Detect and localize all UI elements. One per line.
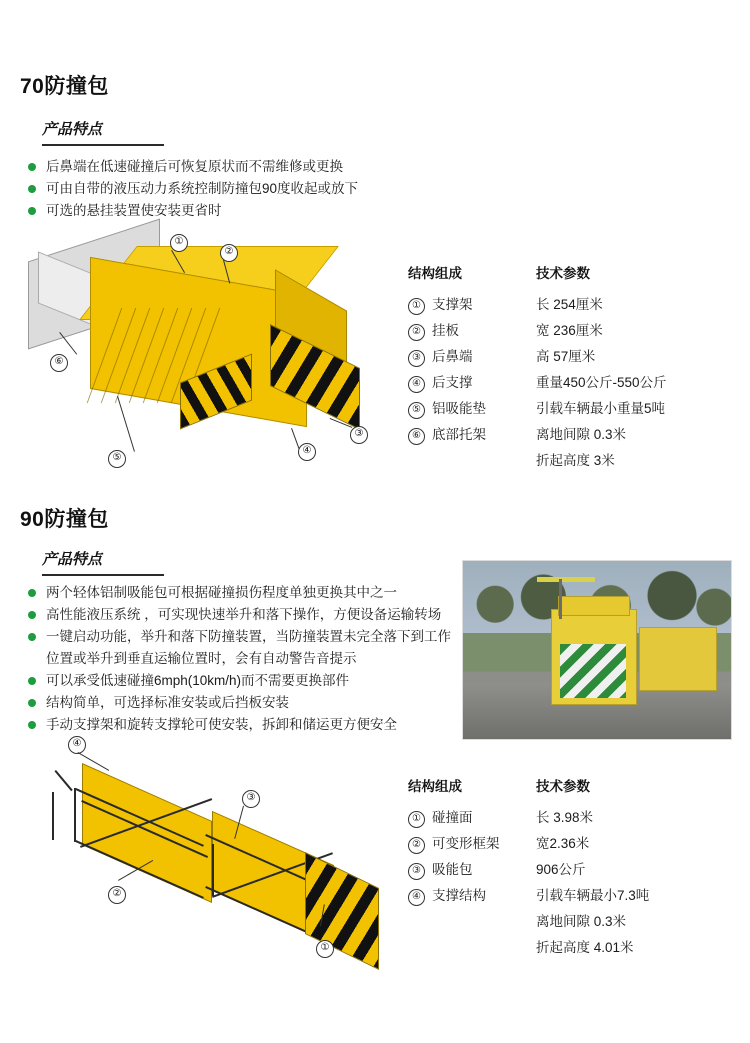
callout-4: ④ xyxy=(68,736,86,754)
table-row: ② 挂板 xyxy=(408,318,528,344)
callout-1: ① xyxy=(170,234,188,252)
table-row: 高 57厘米 xyxy=(536,349,596,364)
leader-line xyxy=(291,428,299,449)
table-row: 折起高度 4.01米 xyxy=(536,940,634,955)
table-row: 宽 236厘米 xyxy=(536,323,603,338)
item-number: ⑥ xyxy=(408,428,425,445)
section-title-90: 90防撞包 xyxy=(20,508,109,531)
list-item: 可选的悬挂装置使安装更省时 xyxy=(26,201,456,221)
table-row: ④ 后支撑 xyxy=(408,370,528,396)
table-row: ③ 后鼻端 xyxy=(408,344,528,370)
features-list-90 xyxy=(26,583,471,737)
table-row: ③ 吸能包 xyxy=(408,857,533,883)
mast-pole xyxy=(559,579,562,619)
params-list-70 xyxy=(536,292,736,474)
bullet-dot-icon xyxy=(28,699,36,707)
table-row: ⑤ 铝吸能垫 xyxy=(408,396,528,422)
list-item: 可由自带的液压动力系统控制防撞包90度收起或放下 xyxy=(26,179,456,199)
item-number: ② xyxy=(408,837,425,854)
list-item-continuation: 位置或举升到垂直运输位置时，会有自动警告音提示 xyxy=(46,651,357,666)
item-number: ③ xyxy=(408,863,425,880)
support-leg xyxy=(52,792,54,840)
section-title-70: 70防撞包 xyxy=(20,75,109,98)
figure-90-crash-cushion xyxy=(20,730,410,990)
item-number: ② xyxy=(408,324,425,341)
item-number: ④ xyxy=(408,889,425,906)
structure-list-70 xyxy=(408,292,528,448)
table-row: 重量450公斤-550公斤 xyxy=(536,375,667,390)
bullet-dot-icon xyxy=(28,611,36,619)
item-number: ① xyxy=(408,811,425,828)
callout-5: ⑤ xyxy=(108,450,126,468)
structure-heading-70: 结构组成 xyxy=(408,266,462,281)
params-heading-70: 技术参数 xyxy=(536,266,590,281)
structure-list-90 xyxy=(408,805,533,909)
product-photo-truck xyxy=(462,560,732,740)
bullet-dot-icon xyxy=(28,633,36,641)
bullet-dot-icon xyxy=(28,589,36,597)
crash-cushion-truck xyxy=(551,609,637,705)
callout-2: ② xyxy=(108,886,126,904)
callout-3: ③ xyxy=(242,790,260,808)
table-row: 离地间隙 0.3米 xyxy=(536,427,627,442)
table-row: 引载车辆最小重量5吨 xyxy=(536,401,666,416)
bullet-dot-icon xyxy=(28,185,36,193)
support-leg xyxy=(54,770,72,791)
table-row: 906公斤 xyxy=(536,862,586,877)
table-row: ① 支撑架 xyxy=(408,292,528,318)
list-item: 手动支撑架和旋转支撑轮可使安装，拆卸和储运更方便安全 xyxy=(26,715,471,735)
table-row: 长 254厘米 xyxy=(536,297,603,312)
bullet-dot-icon xyxy=(28,721,36,729)
item-number: ⑤ xyxy=(408,402,425,419)
table-row: 离地间隙 0.3米 xyxy=(536,914,627,929)
energy-absorber-panel-front xyxy=(82,763,212,903)
table-row: ④ 支撑结构 xyxy=(408,883,533,909)
item-number: ① xyxy=(408,298,425,315)
heading-underline xyxy=(42,574,164,576)
truck-top-panel xyxy=(558,596,630,616)
item-number: ③ xyxy=(408,350,425,367)
callout-2: ② xyxy=(220,244,238,262)
features-heading-70: 产品特点 xyxy=(42,118,164,146)
list-item: 可以承受低速碰撞6mph(10km/h)而不需要更换部件 xyxy=(26,671,471,691)
bullet-dot-icon xyxy=(28,163,36,171)
list-item: 后鼻端在低速碰撞后可恢复原状而不需维修或更换 xyxy=(26,157,456,177)
list-item: 高性能液压系统 ，可实现快速举升和落下操作，方便设备运输转场 xyxy=(26,605,471,625)
table-row: 折起高度 3米 xyxy=(536,453,615,468)
list-item: 两个轻体铝制吸能包可根据碰撞损伤程度单独更换其中之一 xyxy=(26,583,471,603)
table-row: ⑥ 底部托架 xyxy=(408,422,528,448)
table-row: 宽2.36米 xyxy=(536,836,590,851)
chevron-markings xyxy=(560,644,626,698)
arrow-board xyxy=(537,577,595,582)
params-heading-90: 技术参数 xyxy=(536,779,590,794)
bullet-dot-icon xyxy=(28,207,36,215)
table-row: 引载车辆最小7.3吨 xyxy=(536,888,650,903)
callout-3: ③ xyxy=(350,426,368,444)
callout-6: ⑥ xyxy=(50,354,68,372)
table-row: 长 3.98米 xyxy=(536,810,594,825)
table-row: ② 可变形框架 xyxy=(408,831,533,857)
figure-70-crash-cushion xyxy=(20,228,400,478)
list-item: 一键启动功能，举升和落下防撞装置，当防撞装置未完全落下到工作 xyxy=(26,627,471,647)
lead-truck xyxy=(639,627,717,691)
truss-line xyxy=(74,788,76,842)
callout-4: ④ xyxy=(298,443,316,461)
structure-heading-90: 结构组成 xyxy=(408,779,462,794)
item-number: ④ xyxy=(408,376,425,393)
params-list-90 xyxy=(536,805,736,961)
heading-underline xyxy=(42,144,164,146)
features-list-70 xyxy=(26,157,456,223)
bullet-dot-icon xyxy=(28,677,36,685)
list-item: 结构简单，可选择标准安装或后挡板安装 xyxy=(26,693,471,713)
features-heading-90: 产品特点 xyxy=(42,548,164,576)
callout-1: ① xyxy=(316,940,334,958)
truss-line xyxy=(212,844,214,896)
table-row: ① 碰撞面 xyxy=(408,805,533,831)
